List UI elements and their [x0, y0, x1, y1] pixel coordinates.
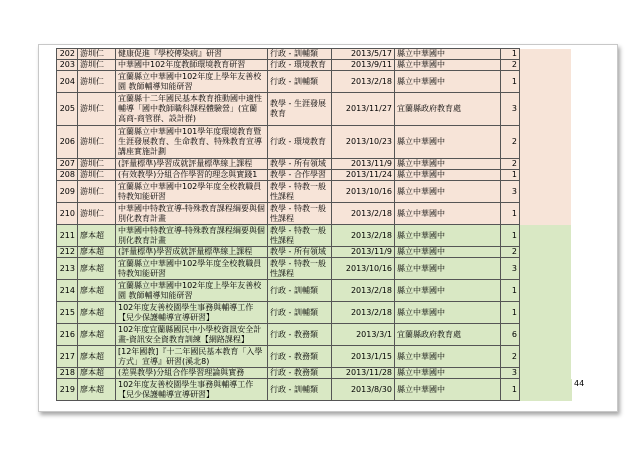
row-date: 2013/2/18 [332, 225, 395, 247]
row-hours: 2 [501, 159, 520, 170]
row-number: 209 [57, 181, 78, 203]
row-hours: 1 [501, 280, 520, 302]
table-row [57, 324, 572, 346]
row-title: 宜蘭縣立中華國中102年度上學年友善校園 教師輔導知能研習 [116, 280, 268, 302]
group-shade [520, 225, 572, 247]
row-title: 102年度友善校園學生事務與輔導工作【兒少保護輔導宣導研習】 [116, 379, 268, 401]
row-title: 健康促進『學校傳染病』研習 [116, 49, 268, 60]
row-name: 游圳仁 [78, 170, 116, 181]
row-hours: 1 [501, 170, 520, 181]
row-hours: 2 [501, 247, 520, 258]
page-number: 44 [574, 379, 585, 388]
row-number: 205 [57, 93, 78, 126]
table-row [57, 93, 572, 126]
row-organizer: 縣立中華國中 [395, 225, 501, 247]
row-number: 208 [57, 170, 78, 181]
row-name: 廖本超 [78, 346, 116, 368]
group-shade [520, 302, 572, 324]
row-number: 203 [57, 60, 78, 71]
row-date: 2013/3/1 [332, 324, 395, 346]
group-shade [520, 346, 572, 368]
row-name: 廖本超 [78, 368, 116, 379]
row-category: 教學 - 特教一般性課程 [268, 225, 332, 247]
row-hours: 6 [501, 324, 520, 346]
row-name: 游圳仁 [78, 181, 116, 203]
group-shade [520, 247, 572, 258]
row-number: 206 [57, 126, 78, 159]
row-name: 廖本超 [78, 280, 116, 302]
row-hours: 1 [501, 302, 520, 324]
table-row [57, 203, 572, 225]
row-category: 行政 - 教務類 [268, 368, 332, 379]
row-category: 行政 - 環境教育 [268, 126, 332, 159]
row-name: 廖本超 [78, 324, 116, 346]
row-date: 2013/11/9 [332, 247, 395, 258]
table-row [57, 302, 572, 324]
row-number: 202 [57, 49, 78, 60]
table-row [57, 49, 572, 60]
row-title: [12年國教]『十二年國民基本教育「入學方式」宣導』研習(溪北8) [116, 346, 268, 368]
row-hours: 2 [501, 346, 520, 368]
row-category: 行政 - 環境教育 [268, 60, 332, 71]
row-name: 游圳仁 [78, 71, 116, 93]
row-number: 215 [57, 302, 78, 324]
row-name: 廖本超 [78, 379, 116, 401]
row-hours: 1 [501, 49, 520, 60]
row-number: 218 [57, 368, 78, 379]
row-name: 游圳仁 [78, 93, 116, 126]
row-title: 中華國中特教宣導-特殊教育課程綱要與個別化教育計畫 [116, 203, 268, 225]
group-shade [520, 203, 572, 225]
row-title: 102年度宜蘭縣國民中小學校資訊安全計畫-資訊安全資教育訓練【網路課程】 [116, 324, 268, 346]
row-organizer: 縣立中華國中 [395, 379, 501, 401]
row-title: (評量標準)學習成就評量標準線上課程 [116, 247, 268, 258]
group-shade [520, 379, 572, 401]
row-organizer: 縣立中華國中 [395, 368, 501, 379]
group-shade [520, 49, 572, 60]
row-date: 2013/2/18 [332, 71, 395, 93]
row-organizer: 縣立中華國中 [395, 258, 501, 280]
row-number: 207 [57, 159, 78, 170]
table-row [57, 60, 572, 71]
table-row [57, 379, 572, 401]
row-organizer: 縣立中華國中 [395, 159, 501, 170]
group-shade [520, 60, 572, 71]
row-organizer: 縣立中華國中 [395, 60, 501, 71]
row-hours: 1 [501, 225, 520, 247]
row-name: 游圳仁 [78, 60, 116, 71]
row-hours: 3 [501, 368, 520, 379]
table-row [57, 346, 572, 368]
table-row [57, 159, 572, 170]
row-title: 宜蘭縣立中華國中102年度上學年友善校園 教師輔導知能研習 [116, 71, 268, 93]
row-name: 廖本超 [78, 247, 116, 258]
row-category: 行政 - 訓輔類 [268, 379, 332, 401]
row-organizer: 縣立中華國中 [395, 280, 501, 302]
records-body [57, 49, 572, 401]
row-category: 教學 - 特教一般性課程 [268, 181, 332, 203]
row-organizer: 宜蘭縣政府教育處 [395, 324, 501, 346]
row-organizer: 縣立中華國中 [395, 346, 501, 368]
row-category: 行政 - 教務類 [268, 324, 332, 346]
row-number: 213 [57, 258, 78, 280]
row-title: 宜蘭縣立中華國中101學年度環境教育暨生涯發展教育、生命教育、特殊教育宣導講座實施計劃 [116, 126, 268, 159]
table-row [57, 170, 572, 181]
row-category: 行政 - 訓輔類 [268, 302, 332, 324]
row-date: 2013/11/28 [332, 368, 395, 379]
row-number: 216 [57, 324, 78, 346]
row-name: 廖本超 [78, 258, 116, 280]
row-date: 2013/9/11 [332, 60, 395, 71]
group-shade [520, 280, 572, 302]
row-date: 2013/2/18 [332, 203, 395, 225]
row-category: 教學 - 合作學習 [268, 170, 332, 181]
row-name: 廖本超 [78, 225, 116, 247]
row-category: 教學 - 特教一般性課程 [268, 258, 332, 280]
row-name: 游圳仁 [78, 49, 116, 60]
row-hours: 1 [501, 71, 520, 93]
row-title: (差異教學)分組合作學習理論與實務 [116, 368, 268, 379]
group-shade [520, 93, 572, 126]
group-shade [520, 126, 572, 159]
row-number: 210 [57, 203, 78, 225]
row-organizer: 縣立中華國中 [395, 71, 501, 93]
row-hours: 1 [501, 203, 520, 225]
table-row [57, 181, 572, 203]
table-row [57, 71, 572, 93]
row-category: 行政 - 訓輔類 [268, 49, 332, 60]
group-shade [520, 258, 572, 280]
row-organizer: 縣立中華國中 [395, 203, 501, 225]
group-shade [520, 71, 572, 93]
row-title: 宜蘭縣立中華國中102學年度全校教職員特教知能研習 [116, 258, 268, 280]
row-number: 214 [57, 280, 78, 302]
row-date: 2013/11/9 [332, 159, 395, 170]
table-row [57, 126, 572, 159]
row-date: 2013/11/24 [332, 170, 395, 181]
row-date: 2013/2/18 [332, 280, 395, 302]
row-number: 217 [57, 346, 78, 368]
group-shade [520, 159, 572, 170]
row-title: 宜蘭縣十二年國民基本教育推動國中適性輔導「國中教師職科課程體驗營」(宜蘭高商-商管群、設計群) [116, 93, 268, 126]
row-organizer: 縣立中華國中 [395, 126, 501, 159]
row-organizer: 縣立中華國中 [395, 181, 501, 203]
row-hours: 2 [501, 60, 520, 71]
records-table [56, 48, 572, 401]
row-title: (評量標準)學習成就評量標準線上課程 [116, 159, 268, 170]
row-date: 2013/5/17 [332, 49, 395, 60]
row-date: 2013/1/15 [332, 346, 395, 368]
row-title: 中華國中特教宣導-特殊教育課程綱要與個別化教育計畫 [116, 225, 268, 247]
row-date: 2013/11/27 [332, 93, 395, 126]
row-category: 教學 - 所有領域 [268, 159, 332, 170]
row-date: 2013/8/30 [332, 379, 395, 401]
row-name: 廖本超 [78, 302, 116, 324]
row-name: 游圳仁 [78, 203, 116, 225]
row-hours: 3 [501, 93, 520, 126]
row-title: 102年度友善校園學生事務與輔導工作【兒少保護輔導宣導研習】 [116, 302, 268, 324]
group-shade [520, 170, 572, 181]
row-title: (有效教學)分組合作學習的理念與實踐1 [116, 170, 268, 181]
row-category: 行政 - 訓輔類 [268, 71, 332, 93]
row-organizer: 宜蘭縣政府教育處 [395, 93, 501, 126]
row-date: 2013/10/23 [332, 126, 395, 159]
row-number: 212 [57, 247, 78, 258]
row-hours: 3 [501, 181, 520, 203]
row-category: 行政 - 教務類 [268, 346, 332, 368]
row-organizer: 縣立中華國中 [395, 170, 501, 181]
row-number: 211 [57, 225, 78, 247]
row-name: 游圳仁 [78, 126, 116, 159]
row-category: 教學 - 生涯發展教育 [268, 93, 332, 126]
row-organizer: 縣立中華國中 [395, 247, 501, 258]
row-date: 2013/10/16 [332, 258, 395, 280]
table-row [57, 280, 572, 302]
row-hours: 1 [501, 379, 520, 401]
row-name: 游圳仁 [78, 159, 116, 170]
group-shade [520, 368, 572, 379]
row-date: 2013/2/18 [332, 302, 395, 324]
row-title: 中華國中102年度教師環境教育研習 [116, 60, 268, 71]
table-row [57, 368, 572, 379]
row-category: 行政 - 訓輔類 [268, 280, 332, 302]
row-number: 219 [57, 379, 78, 401]
table-row [57, 247, 572, 258]
row-organizer: 縣立中華國中 [395, 302, 501, 324]
row-number: 204 [57, 71, 78, 93]
group-shade [520, 181, 572, 203]
table-row [57, 258, 572, 280]
row-hours: 3 [501, 258, 520, 280]
table-row [57, 225, 572, 247]
group-shade [520, 324, 572, 346]
row-hours: 2 [501, 126, 520, 159]
row-organizer: 縣立中華國中 [395, 49, 501, 60]
row-category: 教學 - 所有領域 [268, 247, 332, 258]
row-date: 2013/10/16 [332, 181, 395, 203]
row-category: 教學 - 特教一般性課程 [268, 203, 332, 225]
row-title: 宜蘭縣立中華國中102學年度全校教職員特教知能研習 [116, 181, 268, 203]
